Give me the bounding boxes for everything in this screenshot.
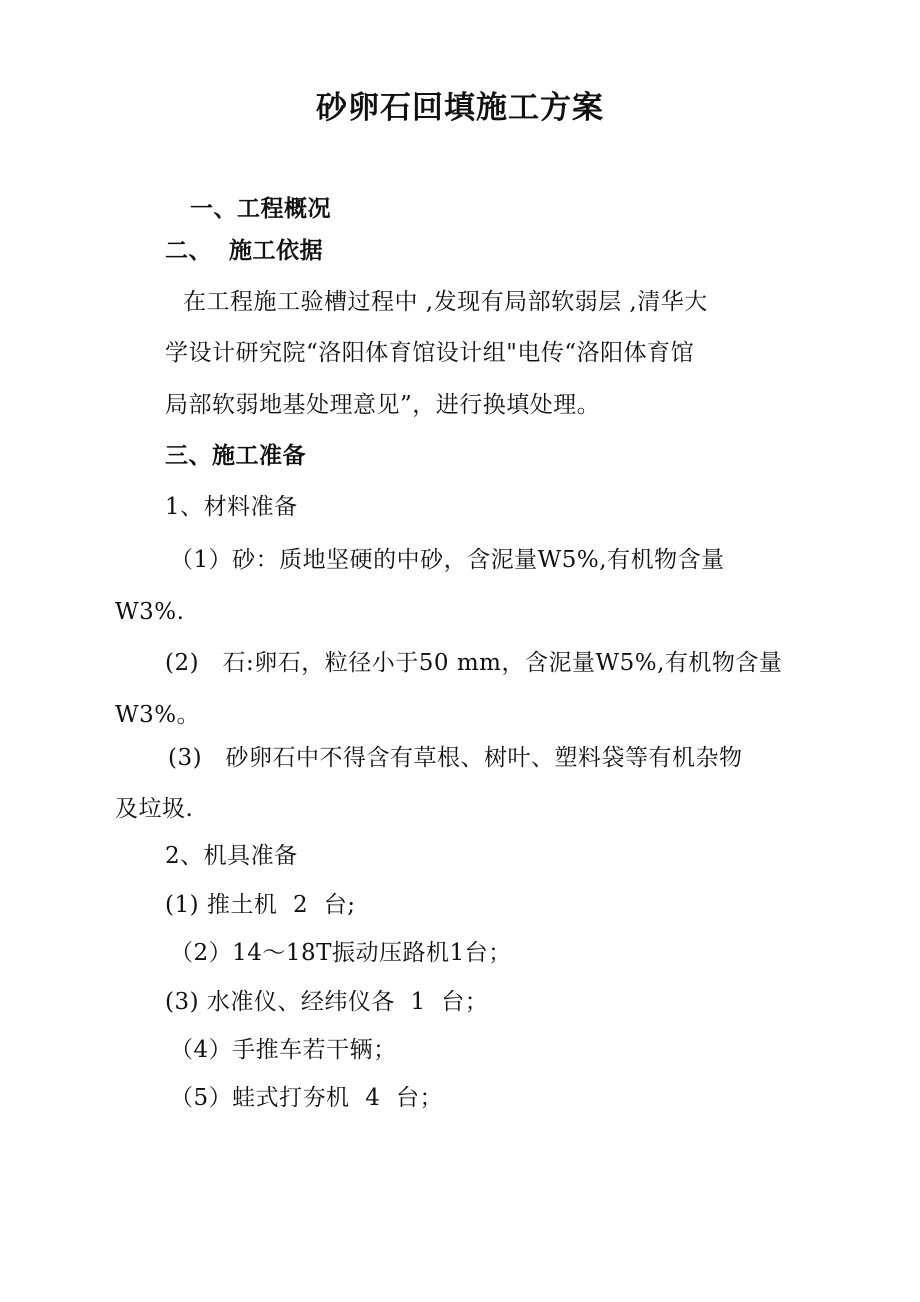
section-heading-overview: 一、工程概况 [190, 195, 331, 222]
material-item-sand-line-2: W3%. [115, 599, 185, 625]
equipment-item-4: （4）手推车若干辆； [170, 1037, 397, 1063]
basis-paragraph-line-3: 局部软弱地基处理意见”，进行换填处理。 [165, 392, 601, 418]
equipment-item-5: （5）蛙式打夯机 4 台； [170, 1085, 444, 1111]
material-item-sand-line-1: （1）砂：质地坚硬的中砂，含泥量W5%,有机物含量 [170, 547, 725, 573]
section-heading-preparation: 三、施工准备 [165, 442, 306, 469]
material-item-impurities-line-1: (3) 砂卵石中不得含有草根、树叶、塑料袋等有机杂物 [168, 745, 743, 771]
materials-heading: 1、材料准备 [165, 494, 298, 520]
material-item-gravel-line-2: W3%。 [115, 702, 201, 728]
material-item-gravel-line-1: (2) 石:卵石，粒径小于50 mm，含泥量W5%,有机物含量 [165, 650, 783, 676]
equipment-item-3: (3) 水准仪、经纬仪各 1 台； [165, 989, 489, 1015]
basis-paragraph-line-2: 学设计研究院“洛阳体育馆设计组"电传“洛阳体育馆 [165, 340, 695, 366]
basis-paragraph-line-1: 在工程施工验槽过程中 ,发现有局部软弱层 ,清华大 [183, 289, 708, 315]
document-title: 砂卵石回填施工方案 [316, 90, 604, 126]
equipment-item-1: (1) 推土机 2 台; [165, 892, 356, 918]
equipment-heading: 2、机具准备 [165, 843, 298, 869]
material-item-impurities-line-2: 及垃圾. [115, 796, 194, 822]
section-heading-basis: 二、 施工依据 [165, 237, 324, 264]
equipment-item-2: （2）14〜18T振动压路机1台； [170, 940, 512, 966]
